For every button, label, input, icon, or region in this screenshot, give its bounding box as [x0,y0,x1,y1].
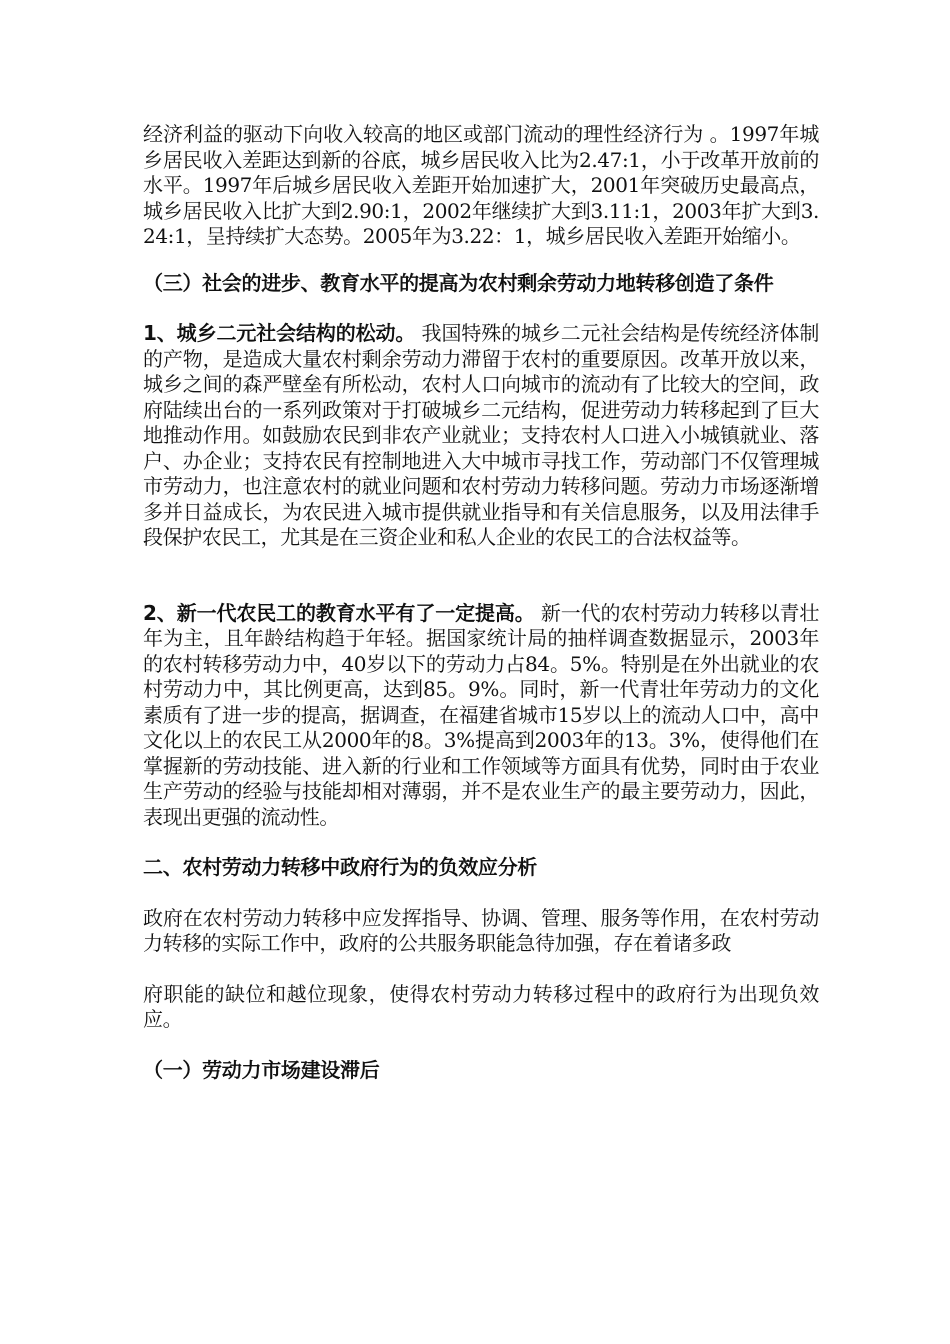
item-body-dual-structure: 我国特殊的城乡二元社会结构是传统经济体制的产物，是造成大量农村剩余劳动力滞留于农村的重要原因。改革开放以来，城乡之间的森严壁垒有所松动，农村人口向城市的流动有了比较大的空间，政府陆续出台的一系列政策对于打破城乡二元结构，促进劳动力转移起到了巨大地推动作用。如鼓励农民到非农产业就业；支持农村人口进入小城镇就业、落户、办企业；支持农民有控制地进入大中城市寻找工作，劳动部门不仅管理城市劳动力，也注意农村的就业问题和农村劳动力转移问题。劳动力市场逐渐增多并日益成长，为农民进入城市提供就业指导和有关信息服务，以及用法律手段保护农民工，尤其是在三资企业和私人企业的农民工的合法权益等。 [143,321,819,549]
paragraph-dual-structure [143,321,819,551]
item-body-education-level: 新一代的农村劳动力转移以青壮年为主，且年龄结构趋于年轻。据国家统计局的抽样调查数据显示，2003年的农村转移劳动力中，40岁以下的劳动力占84。5%。特别是在外出就业的农村劳动力中，其比例更高，达到85。9%。同时，新一代青壮年劳动力的文化素质有了进一步的提高，据调查，在福建省城市15岁以上的流动人口中，高中文化以上的农民工从2000年的8。3%提高到2003年的13。3%，使得他们在掌握新的劳动技能、进入新的行业和工作领域等方面具有优势，同时由于农业生产劳动的经验与技能却相对薄弱，并不是农业生产的最主要劳动力，因此，表现出更强的流动性。 [143,600,819,829]
paragraph-income-gap: 经济利益的驱动下向收入较高的地区或部门流动的理性经济行为 。1997年城乡居民收入差距达到新的谷底，城乡居民收入比为2.47:1，小于改革开放前的水平。1997年后城乡居民收入差距开始加速扩大，2001年突破历史最高点，城乡居民收入比扩大到2.90:1，2002年继续扩大到3.11:1，2003年扩大到3.24:1，呈持续扩大态势。2005年为3.22：1，城乡居民收入差距开始缩小。 [143,122,819,248]
section-heading-negative-effects: 二、农村劳动力转移中政府行为的负效应分析 [143,855,537,879]
paragraph-education-level [143,601,819,831]
item-lead-dual-structure: 1、城乡二元社会结构的松动。 [143,321,416,345]
item-lead-education-level: 2、新一代农民工的教育水平有了一定提高。 [143,600,535,625]
paragraph-government-role: 政府在农村劳动力转移中应发挥指导、协调、管理、服务等作用，在农村劳动力转移的实际工作中，政府的公共服务职能急待加强，存在着诸多政 [143,905,819,955]
section-heading-social-progress: （三）社会的进步、教育水平的提高为农村剩余劳动力地转移创造了条件 [143,270,774,295]
document-page [143,122,819,1083]
section-heading-labor-market: （一）劳动力市场建设滞后 [143,1057,380,1082]
paragraph-government-role-continued: 府职能的缺位和越位现象，使得农村劳动力转移过程中的政府行为出现负效应。 [143,981,819,1031]
